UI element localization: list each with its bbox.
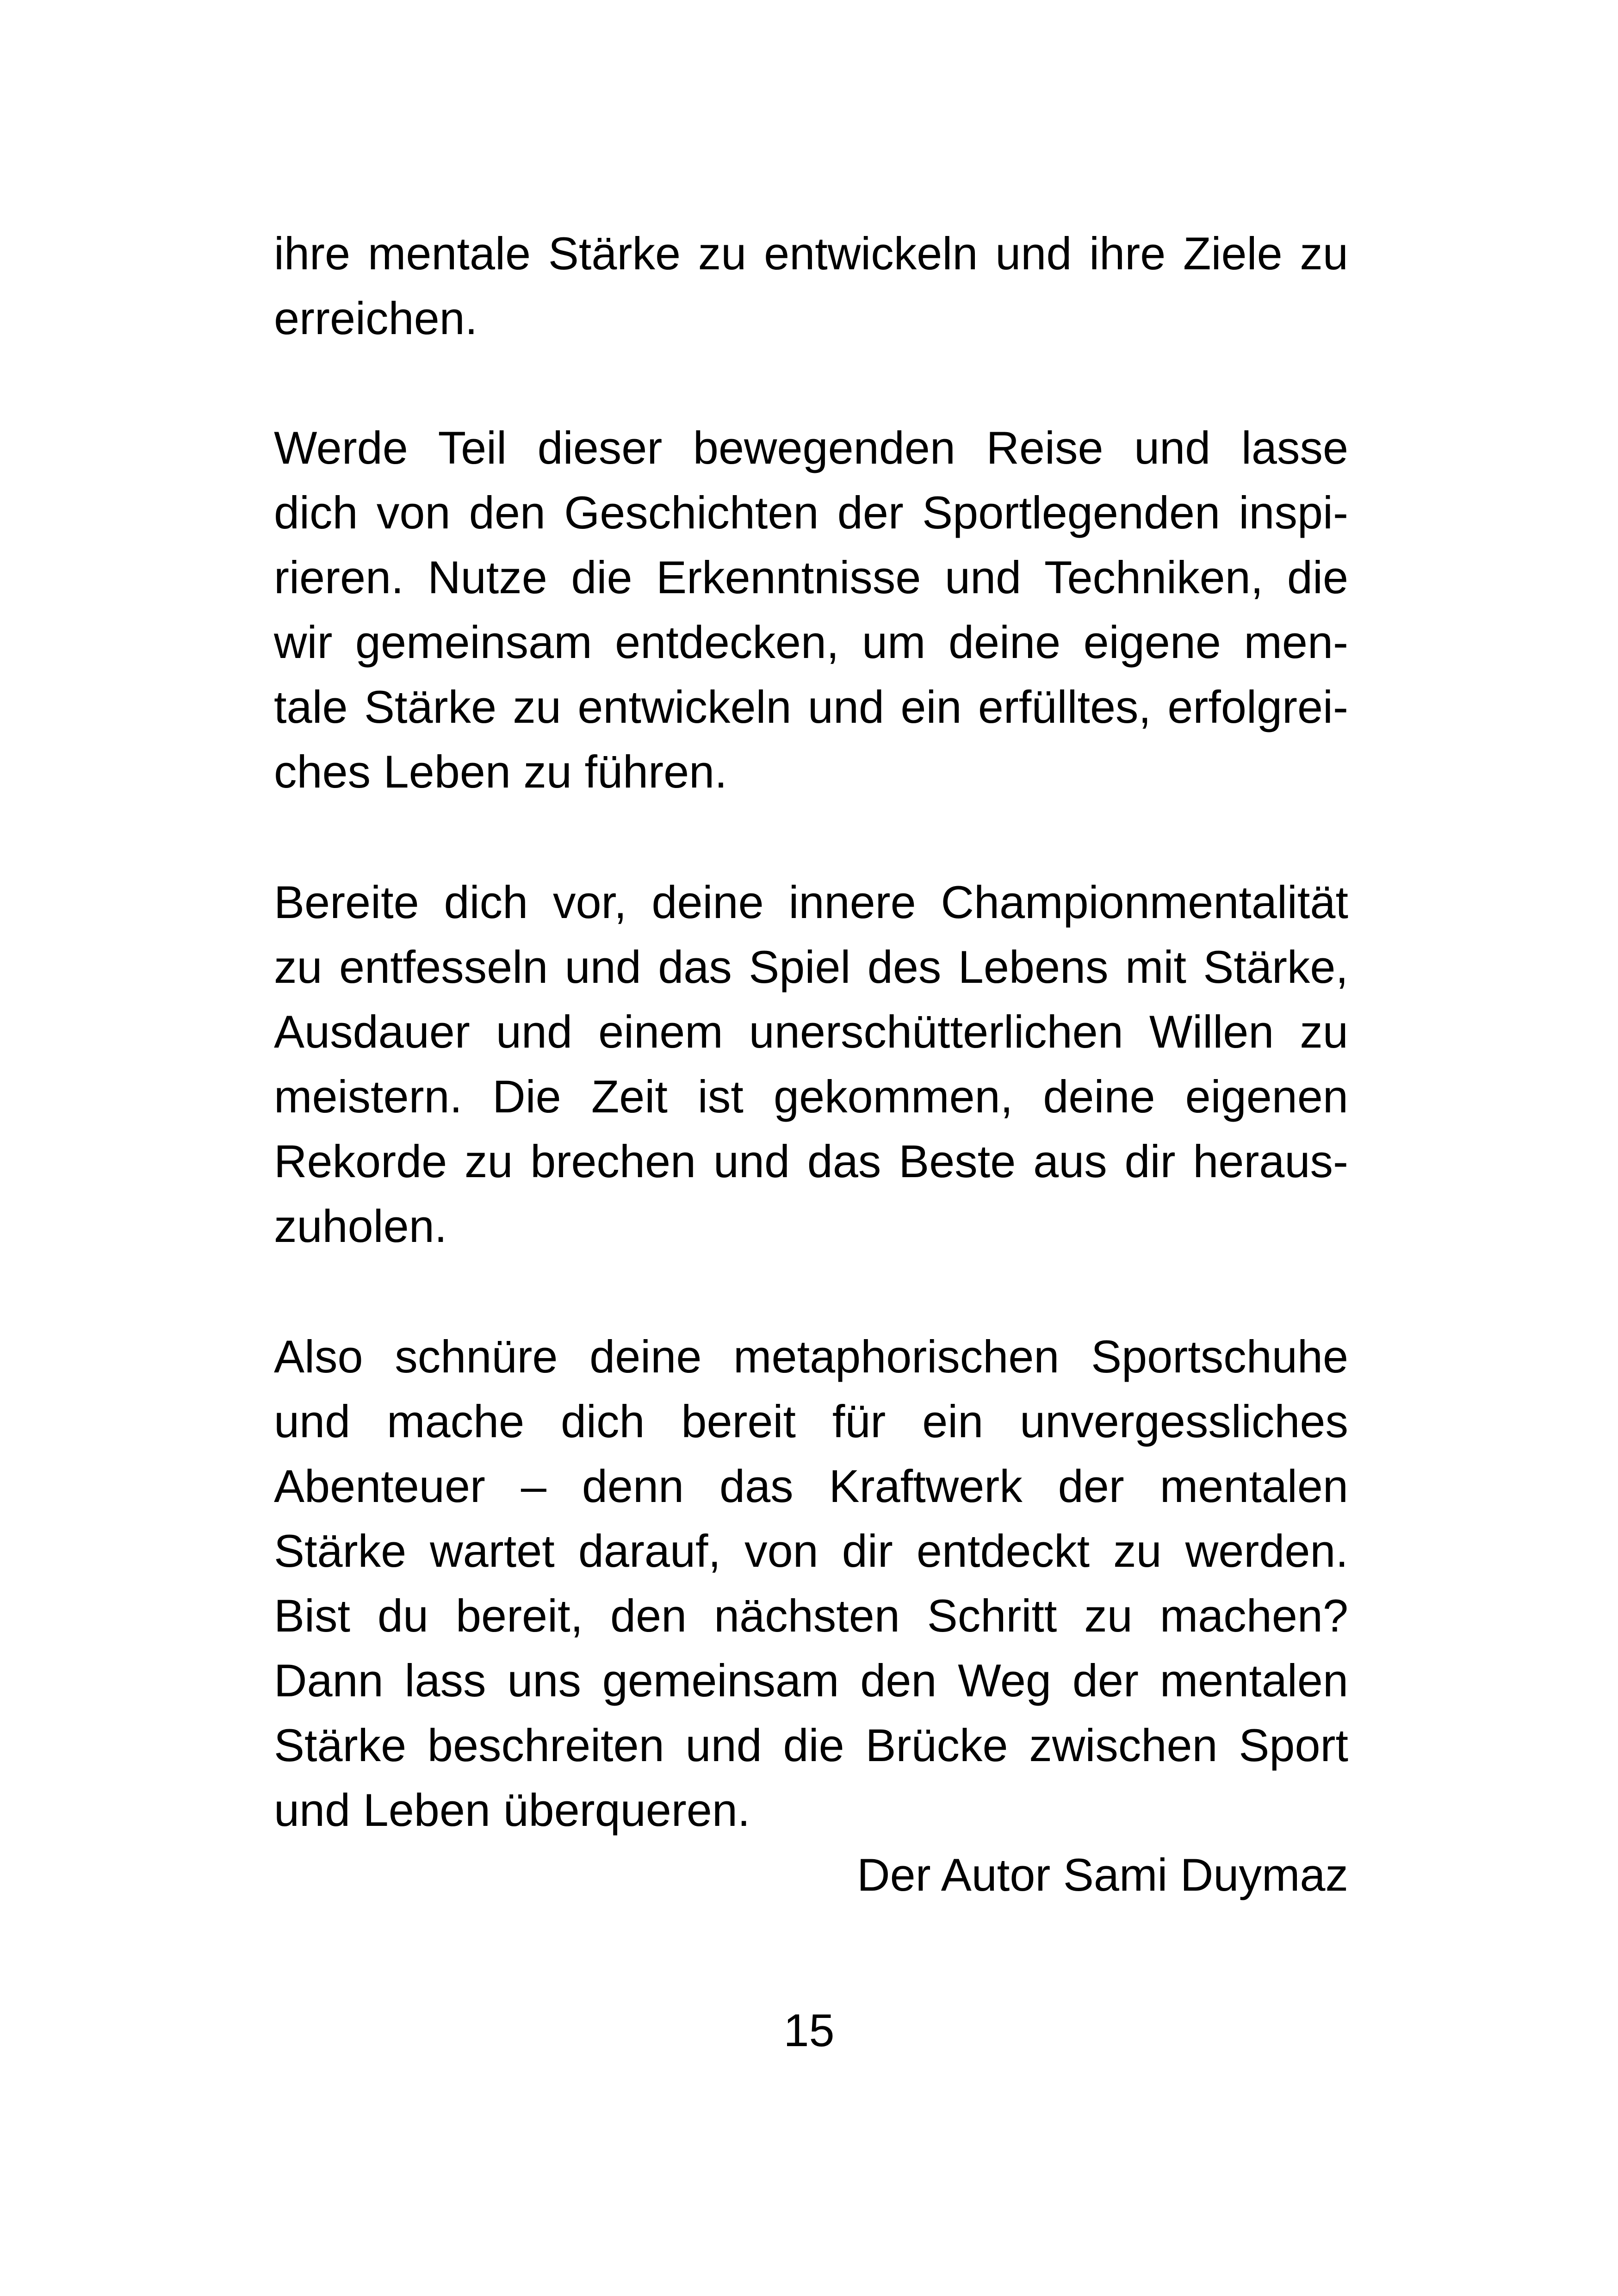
text-line: Bist du bereit, den nächsten Schritt zu machen? (274, 1590, 1348, 1641)
text-line: Rekorde zu brechen und das Beste aus dir heraus- (274, 1136, 1348, 1187)
text-line: tale Stärke zu entwickeln und ein erfülltes, erfolgrei- (274, 681, 1348, 732)
text-line: dich von den Geschichten der Sportlegenden inspi- (274, 487, 1348, 538)
paragraph-3 (274, 870, 1348, 1259)
paragraph-1 (274, 221, 1348, 351)
text-line: Abenteuer – denn das Kraftwerk der mentalen (274, 1460, 1348, 1512)
text-line: rieren. Nutze die Erkenntnisse und Techniken, die (274, 552, 1348, 603)
paragraph-4 (274, 1324, 1348, 1843)
text-line: Ausdauer und einem unerschütterlichen Willen zu (274, 1006, 1348, 1057)
text-line: erreichen. (274, 292, 478, 344)
text-line: und mache dich bereit für ein unvergessliches (274, 1396, 1348, 1447)
text-line: Also schnüre deine metaphorischen Sportschuhe (274, 1331, 1348, 1382)
text-line: Stärke wartet darauf, von dir entdeckt zu werden. (274, 1525, 1348, 1576)
text-line: meistern. Die Zeit ist gekommen, deine eigenen (274, 1071, 1348, 1122)
text-line: Dann lass uns gemeinsam den Weg der mentalen (274, 1655, 1348, 1706)
text-line: zu entfesseln und das Spiel des Lebens mit Stärke, (274, 941, 1348, 993)
text-line: wir gemeinsam entdecken, um deine eigene men- (274, 616, 1348, 668)
text-line: ihre mentale Stärke zu entwickeln und ihre Ziele zu (274, 228, 1348, 279)
page-number: 15 (783, 2004, 835, 2056)
text-line: zuholen. (274, 1200, 447, 1252)
text-line: Werde Teil dieser bewegenden Reise und lasse (274, 422, 1348, 473)
text-line: ches Leben zu führen. (274, 746, 727, 797)
paragraph-2 (274, 416, 1348, 804)
text-line: und Leben überqueren. (274, 1784, 750, 1836)
text-line: Stärke beschreiten und die Brücke zwischen Sport (274, 1719, 1348, 1771)
text-line: Bereite dich vor, deine innere Championmentalität (274, 876, 1348, 928)
author-signature: Der Autor Sami Duymaz (857, 1849, 1348, 1900)
